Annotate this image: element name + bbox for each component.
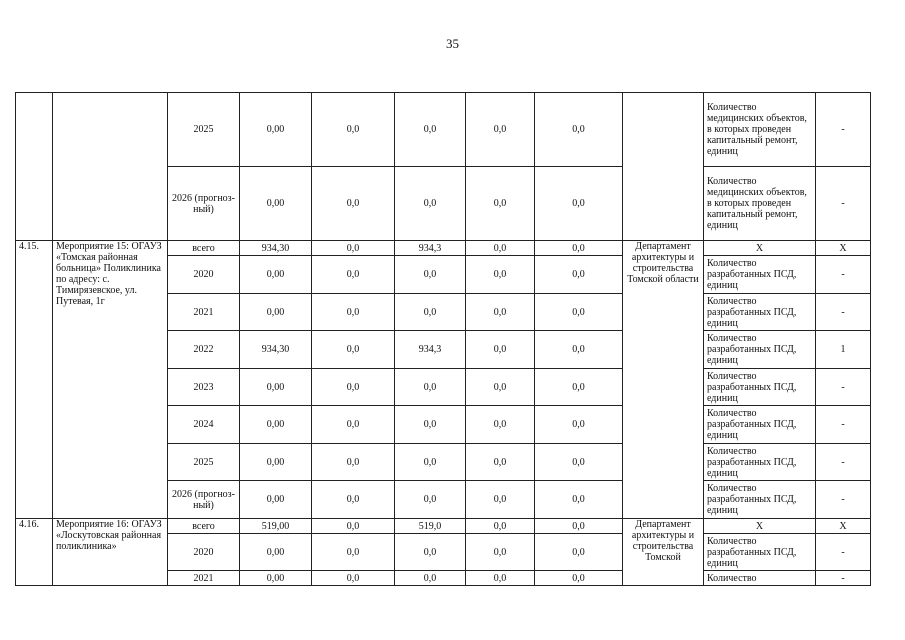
- value-cell: 0,0: [535, 444, 623, 481]
- indicator-value-cell: -: [816, 167, 871, 241]
- value-cell: 0,00: [240, 369, 312, 406]
- year-cell: 2021: [168, 294, 240, 331]
- value-cell: 0,0: [395, 571, 466, 586]
- indicator-cell: X: [704, 241, 816, 256]
- program-table: [15, 92, 871, 586]
- value-cell: 0,0: [395, 294, 466, 331]
- indicator-cell: Количество разработанных ПСД, единиц: [704, 369, 816, 406]
- table-row: [16, 93, 871, 167]
- value-cell: 0,0: [466, 444, 535, 481]
- year-cell: 2020: [168, 256, 240, 294]
- value-cell: 0,00: [240, 167, 312, 241]
- value-cell: 0,0: [395, 481, 466, 519]
- indicator-cell: Количество разработанных ПСД, единиц: [704, 256, 816, 294]
- value-cell: 0,00: [240, 256, 312, 294]
- year-cell: всего: [168, 241, 240, 256]
- value-cell: 0,0: [466, 481, 535, 519]
- indicator-cell: Количество разработанных ПСД, единиц: [704, 294, 816, 331]
- value-cell: 0,0: [535, 93, 623, 167]
- value-cell: 0,00: [240, 534, 312, 571]
- value-cell: 0,0: [312, 481, 395, 519]
- value-cell: 0,0: [312, 331, 395, 369]
- year-cell: 2026 (прогноз-ный): [168, 481, 240, 519]
- indicator-value-cell: -: [816, 571, 871, 586]
- year-cell: 2024: [168, 406, 240, 444]
- value-cell: 0,00: [240, 406, 312, 444]
- indicator-cell: Количество медицинских объектов, в которых проведен капитальный ремонт, единиц: [704, 167, 816, 241]
- table-row: [16, 519, 871, 534]
- value-cell: 0,0: [312, 241, 395, 256]
- value-cell: 934,30: [240, 331, 312, 369]
- item-name: Мероприятие 15: ОГАУЗ «Томская районная больница» Поликлиника по адресу: с. Тимирязевское, ул. Путевая, 1г: [53, 241, 168, 519]
- year-cell: 2020: [168, 534, 240, 571]
- indicator-value-cell: -: [816, 369, 871, 406]
- value-cell: 0,0: [466, 294, 535, 331]
- value-cell: 0,0: [395, 167, 466, 241]
- executor-cell: [623, 93, 704, 241]
- indicator-cell: Количество разработанных ПСД, единиц: [704, 481, 816, 519]
- item-name: Мероприятие 16: ОГАУЗ «Лоскутовская районная поликлиника»: [53, 519, 168, 586]
- value-cell: 0,0: [535, 369, 623, 406]
- value-cell: 0,0: [395, 406, 466, 444]
- value-cell: 0,0: [312, 256, 395, 294]
- table-row: [16, 241, 871, 256]
- indicator-value-cell: -: [816, 444, 871, 481]
- value-cell: 934,3: [395, 331, 466, 369]
- year-cell: всего: [168, 519, 240, 534]
- indicator-value-cell: -: [816, 406, 871, 444]
- value-cell: 0,0: [395, 256, 466, 294]
- value-cell: 934,3: [395, 241, 466, 256]
- indicator-value-cell: -: [816, 534, 871, 571]
- value-cell: 0,0: [312, 571, 395, 586]
- value-cell: 0,0: [466, 406, 535, 444]
- value-cell: 0,0: [535, 167, 623, 241]
- value-cell: 0,0: [466, 571, 535, 586]
- value-cell: 0,0: [535, 241, 623, 256]
- value-cell: 0,0: [395, 534, 466, 571]
- item-number: 4.16.: [16, 519, 53, 586]
- indicator-value-cell: -: [816, 481, 871, 519]
- name-cell: [53, 93, 168, 241]
- value-cell: 0,0: [466, 167, 535, 241]
- value-cell: 0,0: [466, 93, 535, 167]
- value-cell: 0,0: [395, 369, 466, 406]
- indicator-cell: Количество разработанных ПСД, единиц: [704, 444, 816, 481]
- value-cell: 0,0: [312, 369, 395, 406]
- year-cell: 2026 (прогноз-ный): [168, 167, 240, 241]
- value-cell: 0,00: [240, 444, 312, 481]
- executor-cell: Департамент архитектуры и строительства Томской области: [623, 241, 704, 519]
- value-cell: 0,0: [312, 294, 395, 331]
- indicator-cell: Количество разработанных ПСД, единиц: [704, 534, 816, 571]
- value-cell: 0,0: [535, 294, 623, 331]
- value-cell: 0,0: [535, 406, 623, 444]
- indicator-value-cell: X: [816, 519, 871, 534]
- value-cell: 0,0: [466, 369, 535, 406]
- indicator-value-cell: 1: [816, 331, 871, 369]
- indicator-cell: Количество разработанных ПСД, единиц: [704, 406, 816, 444]
- value-cell: 0,0: [312, 519, 395, 534]
- value-cell: 0,0: [466, 331, 535, 369]
- value-cell: 0,00: [240, 294, 312, 331]
- number-cell: [16, 93, 53, 241]
- year-cell: 2021: [168, 571, 240, 586]
- indicator-value-cell: -: [816, 294, 871, 331]
- value-cell: 0,0: [535, 534, 623, 571]
- indicator-cell: Количество: [704, 571, 816, 586]
- value-cell: 0,0: [535, 331, 623, 369]
- value-cell: 0,0: [312, 93, 395, 167]
- executor-cell: Департамент архитектуры и строительства Томской: [623, 519, 704, 586]
- value-cell: 0,00: [240, 571, 312, 586]
- year-cell: 2025: [168, 93, 240, 167]
- value-cell: 0,0: [312, 167, 395, 241]
- indicator-value-cell: -: [816, 256, 871, 294]
- value-cell: 934,30: [240, 241, 312, 256]
- value-cell: 0,0: [535, 481, 623, 519]
- indicator-value-cell: -: [816, 93, 871, 167]
- year-cell: 2022: [168, 331, 240, 369]
- value-cell: 0,0: [312, 444, 395, 481]
- indicator-value-cell: X: [816, 241, 871, 256]
- value-cell: 0,00: [240, 481, 312, 519]
- value-cell: 0,0: [395, 93, 466, 167]
- year-cell: 2023: [168, 369, 240, 406]
- value-cell: 0,0: [312, 406, 395, 444]
- value-cell: 0,0: [466, 534, 535, 571]
- indicator-cell: X: [704, 519, 816, 534]
- value-cell: 0,0: [466, 241, 535, 256]
- page-number: 35: [446, 36, 459, 51]
- value-cell: 519,0: [395, 519, 466, 534]
- indicator-cell: Количество медицинских объектов, в которых проведен капитальный ремонт, единиц: [704, 93, 816, 167]
- value-cell: 0,00: [240, 93, 312, 167]
- value-cell: 519,00: [240, 519, 312, 534]
- value-cell: 0,0: [312, 534, 395, 571]
- value-cell: 0,0: [395, 444, 466, 481]
- year-cell: 2025: [168, 444, 240, 481]
- value-cell: 0,0: [535, 256, 623, 294]
- value-cell: 0,0: [535, 519, 623, 534]
- value-cell: 0,0: [466, 256, 535, 294]
- indicator-cell: Количество разработанных ПСД, единиц: [704, 331, 816, 369]
- item-number: 4.15.: [16, 241, 53, 519]
- value-cell: 0,0: [535, 571, 623, 586]
- value-cell: 0,0: [466, 519, 535, 534]
